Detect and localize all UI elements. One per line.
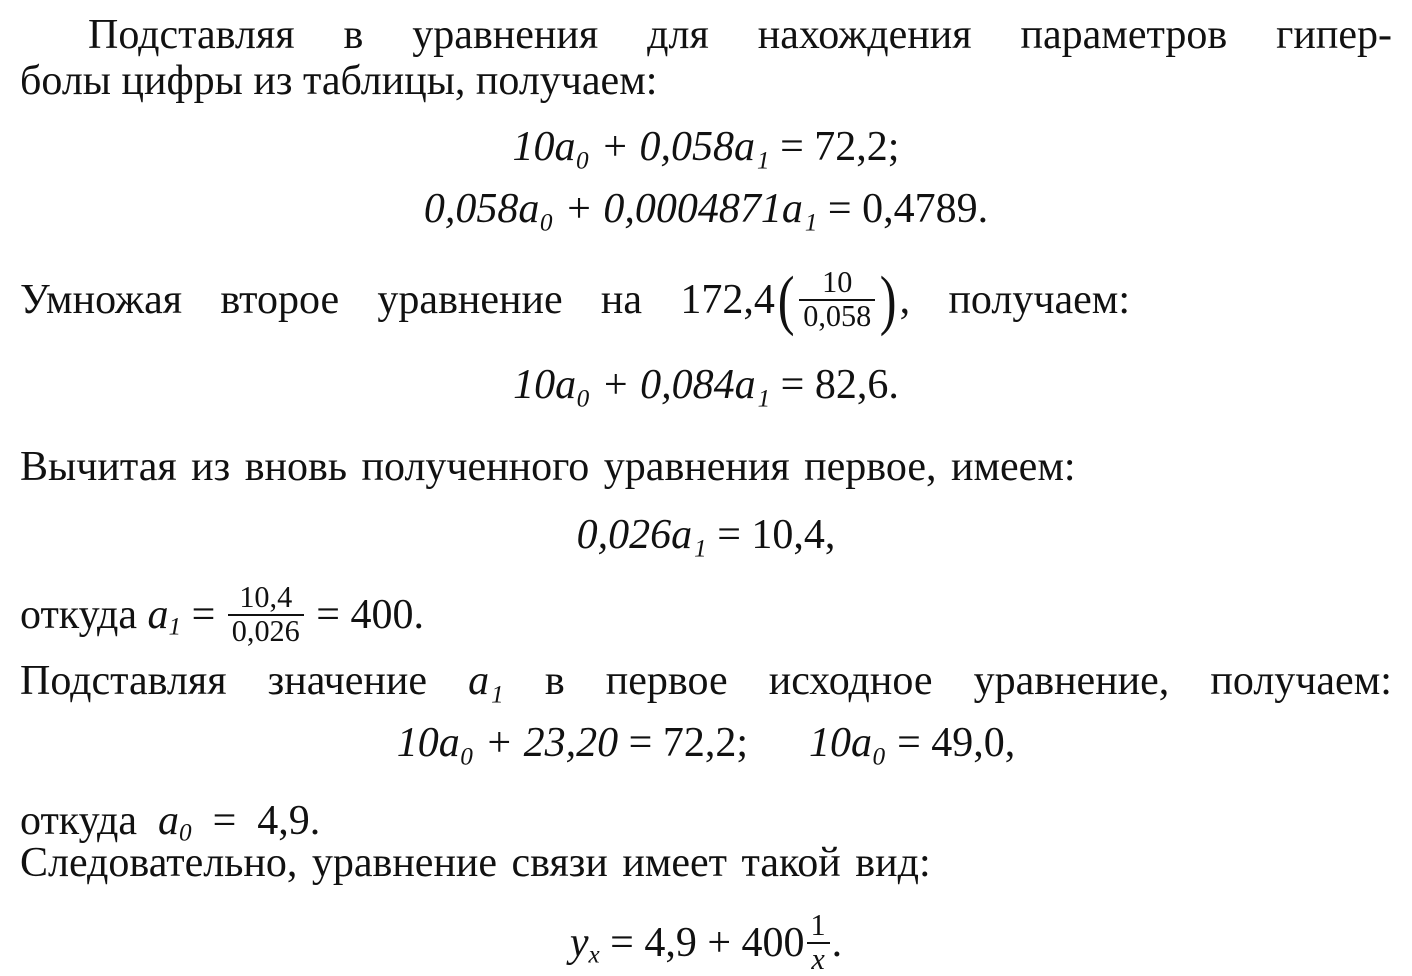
- equals-sign: =: [628, 720, 663, 766]
- equals-sign: =: [305, 591, 351, 638]
- word: получаем:: [948, 276, 1130, 323]
- left-paren: (: [777, 262, 795, 337]
- equation-1: [0, 126, 1412, 168]
- equation-2: [0, 188, 1412, 230]
- word: исходное: [768, 658, 933, 704]
- word: гипер-: [1276, 12, 1392, 58]
- equals-sign: =: [181, 591, 226, 638]
- equation-lhs: 10a₀ + 0,084a₁: [513, 362, 771, 408]
- factor-value: 172,4: [680, 276, 775, 323]
- word: на: [600, 276, 643, 323]
- word: нахождения: [757, 12, 972, 58]
- result-a1: [20, 582, 424, 647]
- result-value: 400.: [350, 591, 424, 638]
- equals-sign: =: [827, 186, 863, 232]
- word: Умножая: [20, 276, 183, 323]
- variable-y: $y_x$: [569, 919, 600, 969]
- result-a0: [20, 798, 321, 847]
- fraction-denominator: x: [811, 941, 825, 976]
- equation-rhs: 10,4,: [751, 512, 836, 558]
- equals-sign: =: [202, 798, 247, 844]
- word: параметров: [1020, 12, 1228, 58]
- fraction: [807, 910, 830, 975]
- final-equation: [0, 910, 1412, 975]
- paragraph-5: Следовательно, уравнение связи имеет такой вид:: [20, 840, 931, 886]
- paragraph-2: [20, 262, 1130, 337]
- equation-lhs: 10a₀ + 23,20: [396, 720, 619, 766]
- result-value: 4,9.: [257, 798, 321, 844]
- fraction-numerator: 10,4: [228, 582, 304, 616]
- period: .: [831, 919, 843, 966]
- fraction-denominator: 0,058: [803, 298, 872, 333]
- equation-rhs: 72,2;: [814, 124, 900, 170]
- equation-rhs: 82,6.: [814, 362, 899, 408]
- factor-expression: 172,4 ( $\frac{10}{0,058}$ ) ,: [680, 262, 911, 337]
- word: первое: [605, 658, 728, 704]
- variable-a1: $a_1$: [136, 591, 182, 641]
- equation-lhs: 10a₀ + 0,058a₁: [512, 124, 770, 170]
- equals-sign: =: [717, 512, 752, 558]
- equation-lhs: 10a₀: [809, 720, 887, 766]
- paragraph-4: [20, 660, 1392, 702]
- word: получаем:: [1210, 658, 1392, 704]
- equation-3: [0, 364, 1412, 406]
- fraction-numerator: 10: [799, 267, 875, 301]
- equals-sign: =: [897, 720, 932, 766]
- equation-4: [0, 514, 1412, 556]
- equation-rhs: 0,4789.: [862, 186, 989, 232]
- word: Подставляя: [88, 12, 295, 58]
- fraction-numerator: 1: [807, 910, 830, 944]
- equation-rhs: 4,9 + 400: [644, 919, 805, 966]
- word: уравнения: [412, 12, 599, 58]
- word: a₁: [468, 658, 504, 704]
- equals-sign: =: [780, 362, 815, 408]
- word: уравнение: [377, 276, 563, 323]
- variable-a0: $a_0$: [147, 798, 192, 847]
- equation-5: [0, 722, 1412, 764]
- word: значение: [267, 658, 428, 704]
- word: Подставляя: [20, 658, 227, 704]
- equals-sign: =: [780, 124, 815, 170]
- fraction-denominator: 0,026: [231, 613, 300, 648]
- equation-rhs: 49,0,: [931, 720, 1016, 766]
- fraction: [228, 582, 304, 647]
- word: откуда: [20, 591, 137, 638]
- word: в: [343, 12, 364, 58]
- word: уравнение,: [973, 658, 1170, 704]
- word: для: [647, 12, 709, 58]
- paragraph-1-line-1: [88, 14, 1392, 56]
- equation-rhs: 72,2;: [662, 720, 748, 766]
- right-paren: ): [880, 262, 897, 337]
- equation-lhs: 0,026a₁: [576, 512, 707, 558]
- word: откуда: [20, 798, 137, 844]
- paragraph-3: Вычитая из вновь полученного уравнения первое, имеем:: [20, 444, 1076, 490]
- equation-lhs: 0,058a₀ + 0,0004871a₁: [423, 186, 818, 232]
- equals-sign: =: [599, 919, 645, 966]
- word: в: [544, 658, 565, 704]
- word: второе: [220, 276, 340, 323]
- fraction: [799, 264, 875, 333]
- paragraph-1-line-2: болы цифры из таблицы, получаем:: [20, 58, 658, 104]
